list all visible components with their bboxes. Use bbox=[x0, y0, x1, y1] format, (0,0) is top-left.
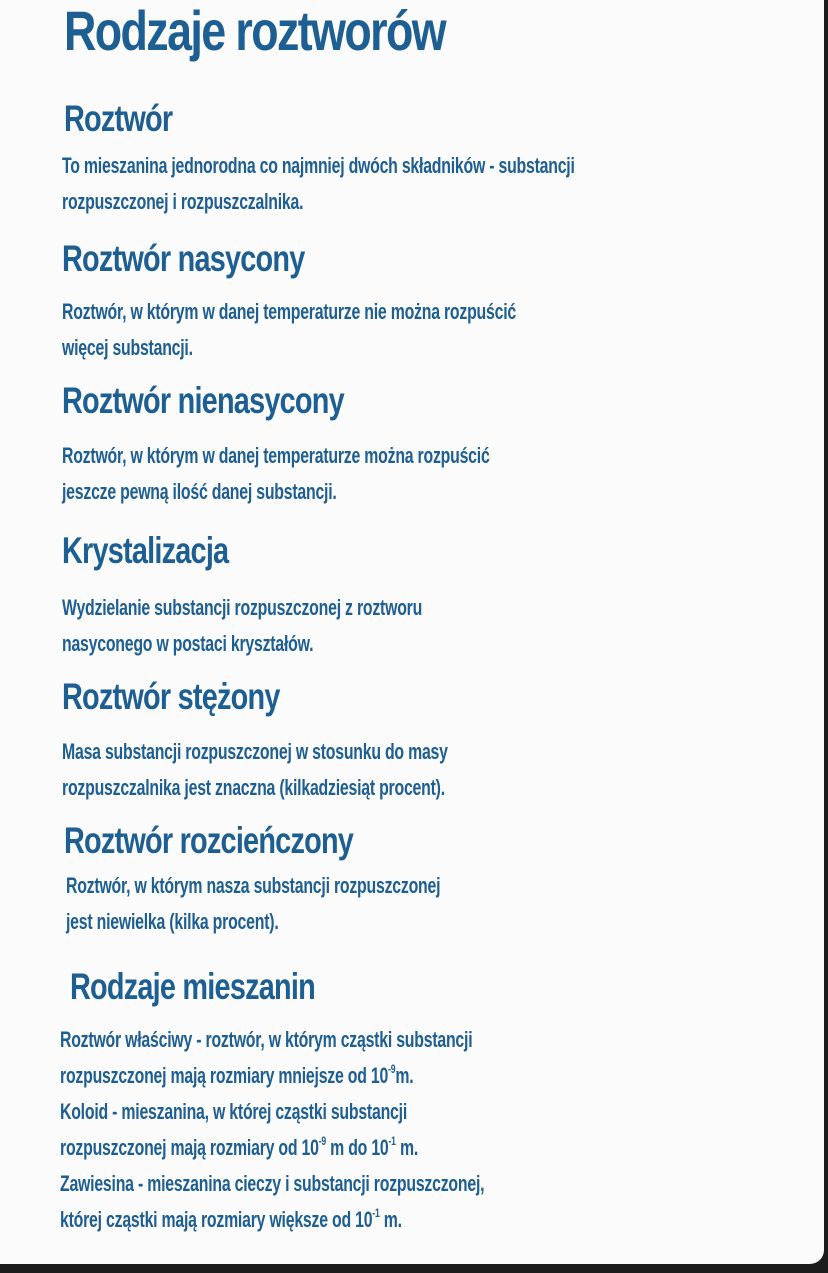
definition-roztwor-stezony bbox=[62, 734, 448, 806]
heading-roztwor-nasycony: Roztwór nasycony bbox=[62, 238, 305, 279]
definition-roztwor-nienasycony bbox=[62, 438, 490, 510]
text-line: Zawiesina - mieszanina cieczy i substancji rozpuszczonej, bbox=[60, 1171, 485, 1196]
heading-krystalizacja: Krystalizacja bbox=[62, 530, 229, 571]
text-line bbox=[60, 1058, 484, 1094]
text-line: więcej substancji. bbox=[62, 335, 193, 360]
definition-roztwor-rozcienczony bbox=[66, 868, 440, 940]
page-edge-shadow bbox=[0, 1264, 828, 1273]
text-fragment: m. bbox=[379, 1207, 402, 1232]
text-fragment: m. bbox=[395, 1063, 414, 1088]
heading-roztwor-stezony: Roztwór stężony bbox=[62, 676, 280, 717]
page-title: Rodzaje roztworów bbox=[64, 0, 445, 62]
definition-roztwor-nasycony bbox=[62, 294, 516, 366]
heading-roztwor-nienasycony: Roztwór nienasycony bbox=[62, 380, 344, 421]
text-line: rozpuszczonej i rozpuszczalnika. bbox=[62, 189, 304, 214]
text-line: nasyconego w postaci kryształów. bbox=[62, 631, 314, 656]
text-fragment: rozpuszczonej mają rozmiary mniejsze od 10 bbox=[60, 1063, 389, 1088]
heading-roztwor: Roztwór bbox=[64, 98, 173, 139]
heading-roztwor-rozcienczony: Roztwór rozcieńczony bbox=[64, 820, 354, 861]
text-line: Roztwór, w którym w danej temperaturze nie można rozpuścić bbox=[62, 299, 516, 324]
text-line bbox=[60, 1202, 484, 1238]
text-line: Wydzielanie substancji rozpuszczonej z roztworu bbox=[62, 595, 423, 620]
text-line: Roztwór właściwy - roztwór, w którym cząstki substancji bbox=[60, 1027, 473, 1052]
definition-krystalizacja bbox=[62, 590, 422, 662]
definition-roztwor bbox=[62, 148, 575, 220]
text-line bbox=[60, 1130, 484, 1166]
text-fragment: m do 10 bbox=[325, 1135, 389, 1160]
text-line: To mieszanina jednorodna co najmniej dwóch składników - substancji bbox=[62, 153, 575, 178]
text-line: jeszcze pewną ilość danej substancji. bbox=[62, 479, 337, 504]
text-line: jest niewielka (kilka procent). bbox=[66, 909, 279, 934]
mixtures-list bbox=[60, 1022, 484, 1238]
text-line: Masa substancji rozpuszczonej w stosunku do masy bbox=[62, 739, 448, 764]
text-line: rozpuszczalnika jest znaczna (kilkadziesiąt procent). bbox=[62, 775, 445, 800]
exponent: -9 bbox=[388, 1061, 396, 1076]
heading-rodzaje-mieszanin: Rodzaje mieszanin bbox=[70, 966, 315, 1007]
text-fragment: m. bbox=[395, 1135, 419, 1160]
text-line: Roztwór, w którym w danej temperaturze można rozpuścić bbox=[62, 443, 490, 468]
exponent: -9 bbox=[318, 1133, 326, 1148]
exponent: -1 bbox=[372, 1205, 380, 1220]
text-line: Koloid - mieszanina, w której cząstki substancji bbox=[60, 1099, 408, 1124]
text-fragment: rozpuszczonej mają rozmiary od 10 bbox=[60, 1135, 319, 1160]
text-line: Roztwór, w którym nasza substancji rozpuszczonej bbox=[66, 873, 441, 898]
exponent: -1 bbox=[388, 1133, 396, 1148]
text-fragment: której cząstki mają rozmiary większe od 10 bbox=[60, 1207, 373, 1232]
